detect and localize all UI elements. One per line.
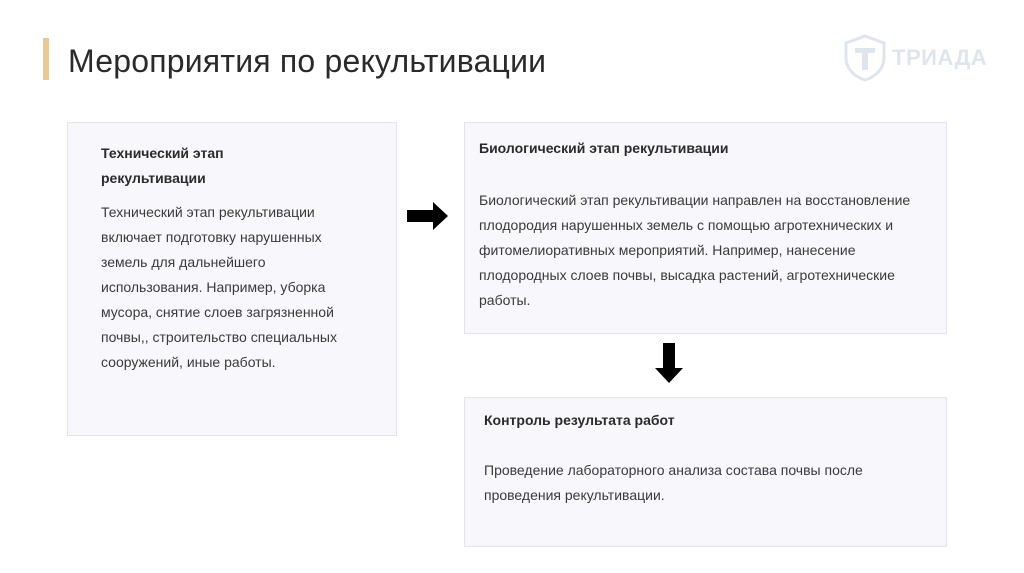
technical-stage-card — [67, 122, 397, 436]
control-results-card — [464, 397, 947, 547]
biological-stage-text: Биологический этап рекультивации направлен на восстановление плодородия нарушенных земель с помощью агротехнических и фитомелиоративных мероприятий. Например, нанесение плодородных слоев почвы, высадка растений, агротехнические работы. — [479, 192, 911, 308]
control-results-text: Проведение лабораторного анализа состава почвы после проведения рекультивации. — [484, 462, 863, 503]
arrow-down-icon — [655, 343, 683, 384]
technical-stage-text: Технический этап рекультивации включает подготовку нарушенных земель для дальнейшего использования. Например, уборка мусора, снятие слоев загрязненной почвы,, строительство специальных сооружений, иные работы. — [101, 204, 337, 370]
biological-stage-heading: Биологический этап рекультивации — [479, 140, 729, 156]
control-results-heading: Контроль результата работ — [484, 412, 675, 428]
brand-logo-text: ТРИАДА — [892, 45, 988, 70]
title-accent-bar — [43, 38, 49, 80]
arrow-right-icon — [407, 202, 449, 230]
brand-logo — [842, 34, 992, 82]
technical-stage-heading: Технический этап рекультивации — [101, 145, 224, 186]
shield-logo-icon — [842, 34, 888, 82]
biological-stage-card — [464, 122, 947, 334]
page-title: Мероприятия по рекультивации — [68, 43, 547, 79]
